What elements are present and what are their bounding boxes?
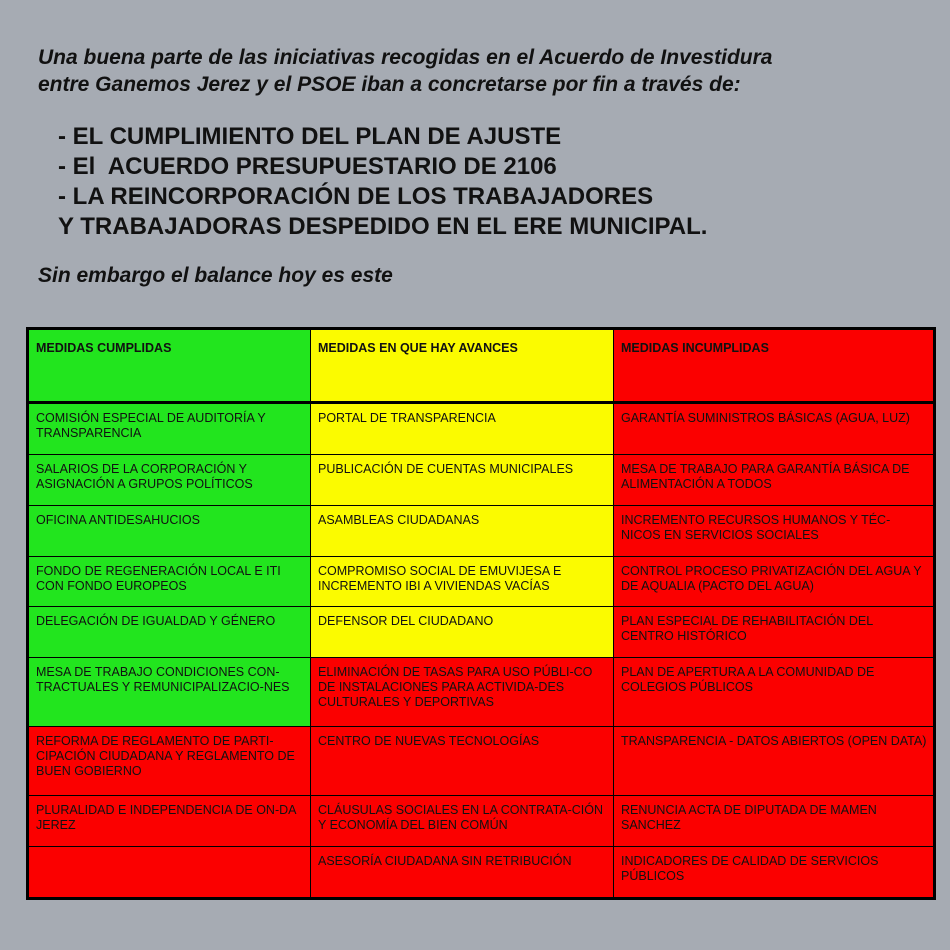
table-cell: ELIMINACIÓN DE TASAS PARA USO PÚBLI-CO DE INSTALACIONES PARA ACTIVIDA-DES CULTURALES Y DEPORTIVAS xyxy=(311,658,614,727)
table-cell: RENUNCIA ACTA DE DIPUTADA DE MAMEN SANCHEZ xyxy=(614,796,935,847)
table-cell: ASESORÍA CIUDADANA SIN RETRIBUCIÓN xyxy=(311,846,614,898)
table-cell: MESA DE TRABAJO PARA GARANTÍA BÁSICA DE ALIMENTACIÓN A TODOS xyxy=(614,455,935,506)
point-item: - EL CUMPLIMIENTO DEL PLAN DE AJUSTE xyxy=(58,123,562,150)
table-cell: CENTRO DE NUEVAS TECNOLOGÍAS xyxy=(311,727,614,796)
point-item: - LA REINCORPORACIÓN DE LOS TRABAJADORES xyxy=(58,183,654,210)
table-row xyxy=(28,403,935,455)
table-cell: INCREMENTO RECURSOS HUMANOS Y TÉC-NICOS EN SERVICIOS SOCIALES xyxy=(614,505,935,556)
table-cell: PLAN DE APERTURA A LA COMUNIDAD DE COLEGIOS PÚBLICOS xyxy=(614,658,935,727)
table-row xyxy=(28,796,935,847)
table-row xyxy=(28,607,935,658)
header-unfulfilled: MEDIDAS INCUMPLIDAS xyxy=(614,329,935,403)
measures-table xyxy=(26,327,936,900)
table-row xyxy=(28,846,935,898)
table-cell: CONTROL PROCESO PRIVATIZACIÓN DEL AGUA Y DE AQUALIA (PACTO DEL AGUA) xyxy=(614,556,935,607)
table-cell: MESA DE TRABAJO CONDICIONES CON-TRACTUALES Y REMUNICIPALIZACIO-NES xyxy=(28,658,311,727)
point-item: Y TRABAJADORAS DESPEDIDO EN EL ERE MUNICIPAL. xyxy=(58,213,708,240)
table-header-row xyxy=(28,329,935,403)
table-cell: CLÁUSULAS SOCIALES EN LA CONTRATA-CIÓN Y ECONOMÍA DEL BIEN COMÚN xyxy=(311,796,614,847)
table-row xyxy=(28,658,935,727)
table-cell: PORTAL DE TRANSPARENCIA xyxy=(311,403,614,455)
key-points xyxy=(58,122,918,242)
table-cell: DELEGACIÓN DE IGUALDAD Y GÉNERO xyxy=(28,607,311,658)
intro-line: entre Ganemos Jerez y el PSOE iban a concretarse por fin a través de: xyxy=(38,73,741,96)
table-cell: ASAMBLEAS CIUDADANAS xyxy=(311,505,614,556)
table-row xyxy=(28,505,935,556)
table-cell: PUBLICACIÓN DE CUENTAS MUNICIPALES xyxy=(311,455,614,506)
table-cell: PLAN ESPECIAL DE REHABILITACIÓN DEL CENTRO HISTÓRICO xyxy=(614,607,935,658)
table-body xyxy=(28,403,935,899)
table-cell: SALARIOS DE LA CORPORACIÓN Y ASIGNACIÓN A GRUPOS POLÍTICOS xyxy=(28,455,311,506)
table-cell: PLURALIDAD E INDEPENDENCIA DE ON-DA JEREZ xyxy=(28,796,311,847)
intro-line: Una buena parte de las iniciativas recogidas en el Acuerdo de Investidura xyxy=(38,46,773,69)
table-cell: TRANSPARENCIA - DATOS ABIERTOS (OPEN DATA) xyxy=(614,727,935,796)
outro-text: Sin embargo el balance hoy es este xyxy=(38,264,393,287)
table-cell: COMPROMISO SOCIAL DE EMUVIJESA E INCREMENTO IBI A VIVIENDAS VACÍAS xyxy=(311,556,614,607)
table-cell xyxy=(28,846,311,898)
intro-text xyxy=(38,44,928,98)
header-fulfilled: MEDIDAS CUMPLIDAS xyxy=(28,329,311,403)
table-cell: FONDO DE REGENERACIÓN LOCAL E ITI CON FONDO EUROPEOS xyxy=(28,556,311,607)
table-cell: GARANTÍA SUMINISTROS BÁSICAS (AGUA, LUZ) xyxy=(614,403,935,455)
table-cell: DEFENSOR DEL CIUDADANO xyxy=(311,607,614,658)
table-row xyxy=(28,455,935,506)
table-cell: REFORMA DE REGLAMENTO DE PARTI-CIPACIÓN CIUDADANA Y REGLAMENTO DE BUEN GOBIERNO xyxy=(28,727,311,796)
table-row xyxy=(28,556,935,607)
table-cell: OFICINA ANTIDESAHUCIOS xyxy=(28,505,311,556)
header-in-progress: MEDIDAS EN QUE HAY AVANCES xyxy=(311,329,614,403)
table-row xyxy=(28,727,935,796)
table-cell: INDICADORES DE CALIDAD DE SERVICIOS PÚBLICOS xyxy=(614,846,935,898)
point-item: - El ACUERDO PRESUPUESTARIO DE 2106 xyxy=(58,153,557,180)
table-cell: COMISIÓN ESPECIAL DE AUDITORÍA Y TRANSPARENCIA xyxy=(28,403,311,455)
